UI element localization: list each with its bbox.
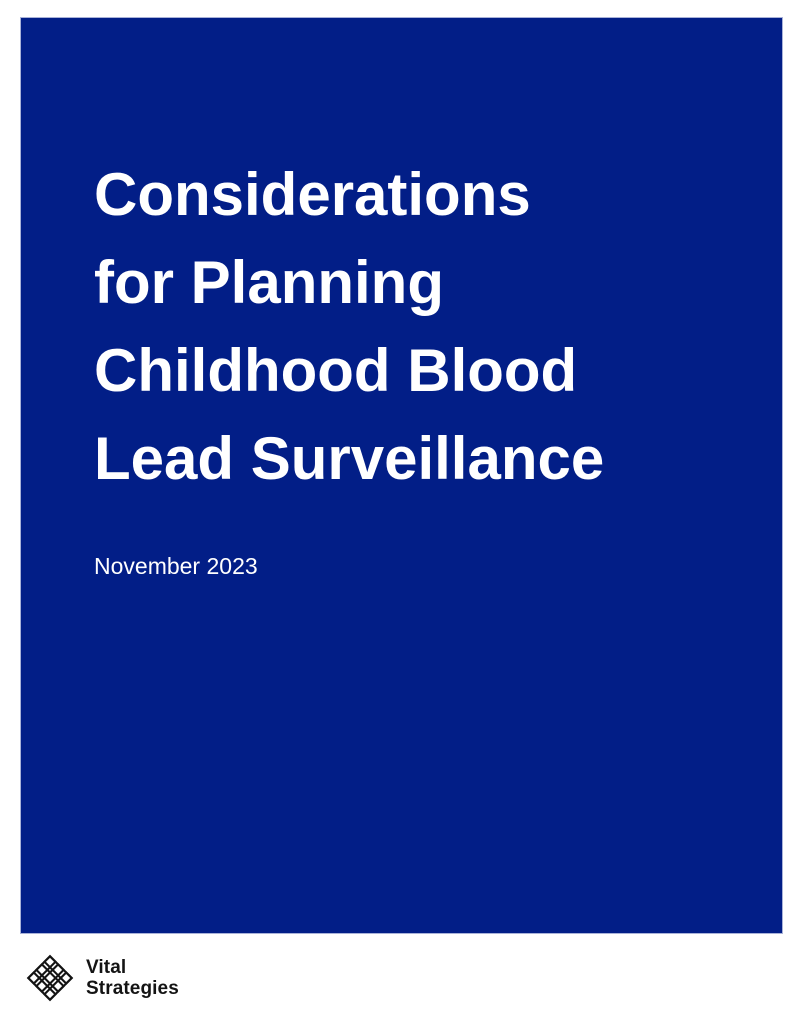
publisher-name-line-1: Vital [86,957,127,978]
cover-blue-panel [20,17,783,934]
report-title-line-1: Considerations [94,161,531,228]
publisher-name-line-2: Strategies [86,978,179,999]
report-title-line-4: Lead Surveillance [94,425,605,492]
publisher-logo [24,952,179,1004]
vital-strategies-weave-icon [24,952,76,1004]
report-title [94,151,604,503]
report-title-line-2: for Planning [94,249,444,316]
report-title-line-3: Childhood Blood [94,337,578,404]
publication-date: November 2023 [94,553,258,579]
publisher-name [86,957,179,999]
